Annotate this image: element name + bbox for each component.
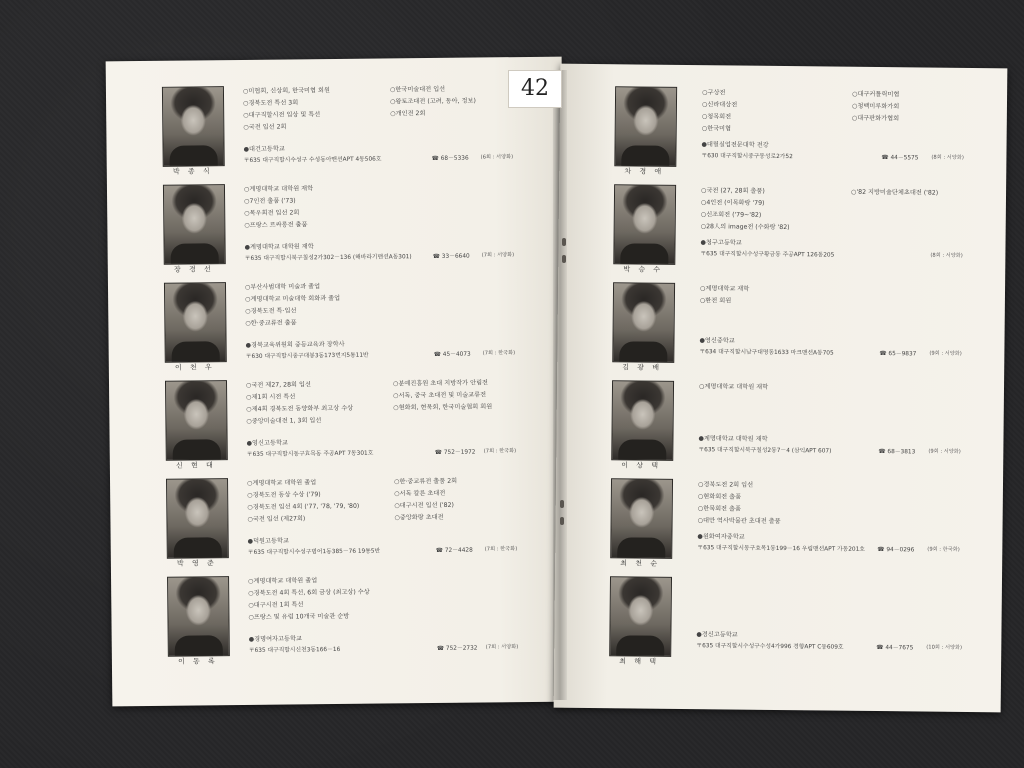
class-info: (9회 : 서양화) [928, 448, 961, 455]
career-item: ○중앙미술대전 1, 3회 입선 [246, 417, 322, 425]
career-item: ○대만 역사박물관 초대전 출품 [697, 517, 781, 526]
portrait-photo [167, 576, 230, 657]
address: 〒635 대구직할시수성구 수성동아맨션APT 4동506호 [243, 156, 382, 164]
workplace: ●경명여자고등학교 [248, 635, 302, 643]
career-item: ○서독, 중국 초대전 및 미술교류전 [393, 391, 487, 400]
phone-number: ☎ 72－4428 [435, 547, 473, 554]
page-number: 42 [508, 70, 562, 108]
class-info: (6회 : 서양화) [480, 154, 514, 161]
class-info: (10회 : 서양화) [926, 644, 963, 651]
portrait-photo [611, 380, 674, 461]
career-item: ○한국미협 [701, 125, 732, 133]
address: 〒630 대구직할시중구동성로2가52 [701, 153, 793, 161]
career-item: ○분예진흥원 초대 지방작가 안림전 [392, 379, 489, 388]
career-item: ○계명대학교 재학 [699, 285, 750, 293]
workplace: ●영신고등학교 [246, 439, 288, 447]
person-name: 박 승 수 [623, 265, 664, 274]
class-info: (7회 : 서양화) [481, 252, 515, 259]
class-info: (9회 : 서양화) [929, 350, 962, 357]
career-item: ○제1회 시전 특선 [246, 393, 296, 401]
person-name: 장 경 선 [173, 265, 214, 274]
portrait-photo [610, 478, 673, 559]
career-item: ○경북도전 2회 입선 [697, 481, 754, 489]
career-item: ○중앙화랑 초대전 [394, 513, 444, 522]
phone-number: ☎ 45－4073 [433, 351, 471, 358]
workplace: ●경북교육위원회 중등교육과 장학사 [245, 340, 345, 349]
portrait-photo [609, 576, 672, 657]
person-name: 이 상 택 [621, 461, 662, 470]
address: 〒635 대구직할시신천3동166－16 [248, 646, 341, 654]
career-item: ○한·중교류전 출품 2회 [394, 477, 458, 486]
directory-entry [109, 377, 565, 470]
workplace: ●덕원고등학교 [247, 537, 289, 545]
career-item: ○대구시전 입선 ('82) [394, 501, 454, 510]
career-item: ○계명대학교 대학원 졸업 [247, 479, 317, 487]
workplace: ●대건고등학교 [243, 145, 285, 153]
phone-number: ☎ 68－3813 [878, 449, 916, 456]
career-item: ○대구시전 1회 특선 [248, 601, 304, 609]
career-item: ○부산사범대학 미술과 졸업 [244, 283, 321, 291]
career-item: ○청목회전 [701, 113, 732, 121]
career-item: ○경북도전 동상 수상 ('79) [247, 491, 321, 499]
address: 〒635 대구직할시동구효목동 주공APT 7동301호 [246, 450, 374, 458]
career-item: ○제4회 경북도전 동양화부 최고상 수상 [246, 404, 354, 413]
phone-number: ☎ 752－2732 [436, 645, 478, 652]
career-item: ○경북도전 입선 4회 ('77, '78, '79, '80) [247, 502, 360, 511]
class-info: (7회 : 서양화) [485, 644, 519, 651]
phone-number: ☎ 68－5336 [431, 155, 469, 162]
workplace: ●영신중학교 [699, 337, 735, 345]
career-item: ○현화회전 출품 [697, 493, 742, 501]
binding-staple [562, 255, 566, 263]
career-item: ○대구직할시전 입상 및 특선 [243, 111, 321, 119]
person-name: 신 현 대 [175, 461, 216, 470]
address: 〒635 대구직할시동구효목1동199－16 우림맨션APT 가동201호 [697, 545, 865, 553]
career-item: ○개인전 2회 [390, 110, 426, 118]
career-item: ○현화회, 현묵회, 한국미술협회 회원 [393, 403, 493, 412]
address: 〒635 대구직할시수성구황금동 주공APT 126동205 [700, 251, 835, 259]
phone-number: ☎ 65－9837 [879, 351, 917, 358]
directory-entry [107, 181, 563, 274]
class-info: (7회 : 한국화) [484, 546, 518, 553]
address: 〒634 대구직할시남구대명동1633 마크맨션A동705 [699, 349, 834, 357]
portrait-photo [164, 282, 227, 363]
career-item: ○신조회전 ('79~'82) [700, 211, 762, 219]
portrait-photo [613, 184, 676, 265]
career-item: ○계명대학교 대학원 졸업 [248, 577, 318, 585]
portrait-photo [165, 380, 228, 461]
phone-number: ☎ 33－6640 [432, 253, 470, 260]
book-spine [553, 70, 567, 700]
person-name: 이 동 록 [178, 657, 218, 666]
left-page [106, 57, 569, 707]
workplace: ●원화여자중학교 [697, 533, 745, 541]
directory-entry [111, 573, 567, 666]
career-item: ○국전 입선 (제27회) [247, 515, 306, 523]
career-item: ○경북도전 특선 3회 [243, 99, 299, 107]
career-item: ○'82 지방미술단체초대전 ('82) [851, 188, 939, 197]
career-item: ○프랑스 르싸롱전 출품 [244, 221, 308, 229]
directory-entry [108, 279, 564, 372]
career-item: ○대구커틀릭미협 [852, 90, 900, 99]
phone-number: ☎ 752－1972 [434, 449, 476, 456]
career-item: ○구상전 [702, 89, 726, 97]
class-info: (8회 : 서양화) [931, 154, 964, 161]
person-name: 박 영 준 [176, 559, 217, 568]
person-name: 최 해 택 [619, 657, 660, 666]
address: 〒635 대구직할시수성구수성4가996 경향APT C동609호 [696, 643, 844, 651]
career-item: ○환전 회원 [699, 297, 732, 305]
portrait-photo [163, 184, 226, 265]
career-item: ○계명대학교 대학원 재학 [698, 383, 769, 391]
person-name: 최 천 순 [620, 559, 661, 568]
career-item: ○국전 제27, 28회 입선 [245, 381, 311, 389]
person-name: 박 종 식 [172, 167, 213, 176]
workplace: ●청구고등학교 [700, 239, 742, 247]
career-item: ○프랑스 및 유럽 10개국 미술관 순방 [248, 612, 350, 621]
career-item: ○한·중교류전 출품 [245, 319, 297, 327]
address: 〒635 대구직할시북구칠성2동7－4 (삼익APT 607) [698, 447, 832, 455]
workplace: ●계명대학교 대학원 재학 [244, 243, 314, 251]
career-item: ○한묵회전 출품 [697, 505, 742, 513]
person-name: 이 천 우 [174, 363, 215, 372]
person-name: 김 광 배 [622, 363, 663, 372]
career-item: ○경북도전 특·입선 [245, 307, 297, 315]
career-item: ○계명대학교 미술대학 회화과 졸업 [245, 294, 341, 303]
workplace: ●경신고등학교 [696, 631, 738, 639]
portrait-photo [162, 86, 225, 167]
career-item: ○국전 (27, 28회 출품) [701, 187, 765, 195]
directory-entry [110, 475, 566, 568]
directory-entry [556, 478, 1003, 568]
directory-entry [557, 380, 1004, 470]
phone-number: ☎ 94－0296 [877, 547, 915, 554]
address: 〒630 대구직할시중구대봉3동173번지5통11반 [245, 352, 369, 360]
class-info: (7회 : 한국화) [482, 350, 516, 357]
class-info: (9회 : 한국화) [927, 546, 960, 553]
career-item: ○28人의 image전 (수화랑 '82) [700, 223, 790, 232]
person-name: 차 경 애 [624, 167, 665, 176]
binding-staple [560, 517, 564, 525]
directory-entry [558, 282, 1005, 372]
career-item: ○목우회전 입선 2회 [244, 209, 300, 217]
career-item: ○계명대학교 대학원 재학 [243, 185, 314, 193]
career-item: ○청백미루화가회 [851, 102, 900, 111]
portrait-photo [614, 86, 677, 167]
address: 〒635 대구직할시수성구범어1동385－76 19통5반 [247, 548, 381, 556]
career-item: ○한국미술대전 입선 [389, 85, 446, 94]
class-info: (8회 : 서양화) [930, 252, 963, 259]
directory-entry [555, 576, 1002, 666]
career-item: ○7인전 출품 ('73) [244, 197, 296, 205]
phone-number: ☎ 44－5575 [881, 155, 919, 162]
career-item: ○미협회, 신상회, 한국미협 회원 [242, 87, 330, 95]
binding-staple [560, 500, 564, 508]
directory-entry [560, 86, 1007, 176]
binding-staple [562, 238, 566, 246]
portrait-photo [166, 478, 229, 559]
career-item: ○왕토조대전 (고려, 동아, 정보) [390, 97, 476, 106]
career-item: ○신라대상전 [701, 101, 738, 109]
right-page [554, 64, 1008, 713]
address: 〒635 대구직할시북구칠성2가302－136 (해바라기맨션A동301) [244, 254, 412, 262]
career-item: ○4인전 (이목화랑 '79) [700, 199, 765, 207]
portrait-photo [612, 282, 675, 363]
workplace: ●계명대학교 대학원 재학 [698, 435, 768, 443]
career-item: ○대구판화가협회 [851, 114, 900, 123]
class-info: (7회 : 한국화) [483, 448, 517, 455]
workplace: ●대릴실업전문대학 전강 [701, 141, 769, 149]
phone-number: ☎ 44－7675 [876, 645, 914, 652]
career-item: ○서독 칼른 초대전 [394, 489, 446, 498]
career-item: ○경북도전 4회 특선, 6회 금상 (최고상) 수상 [248, 588, 370, 597]
directory-entry [559, 184, 1006, 274]
career-item: ○국전 입선 2회 [243, 123, 287, 131]
